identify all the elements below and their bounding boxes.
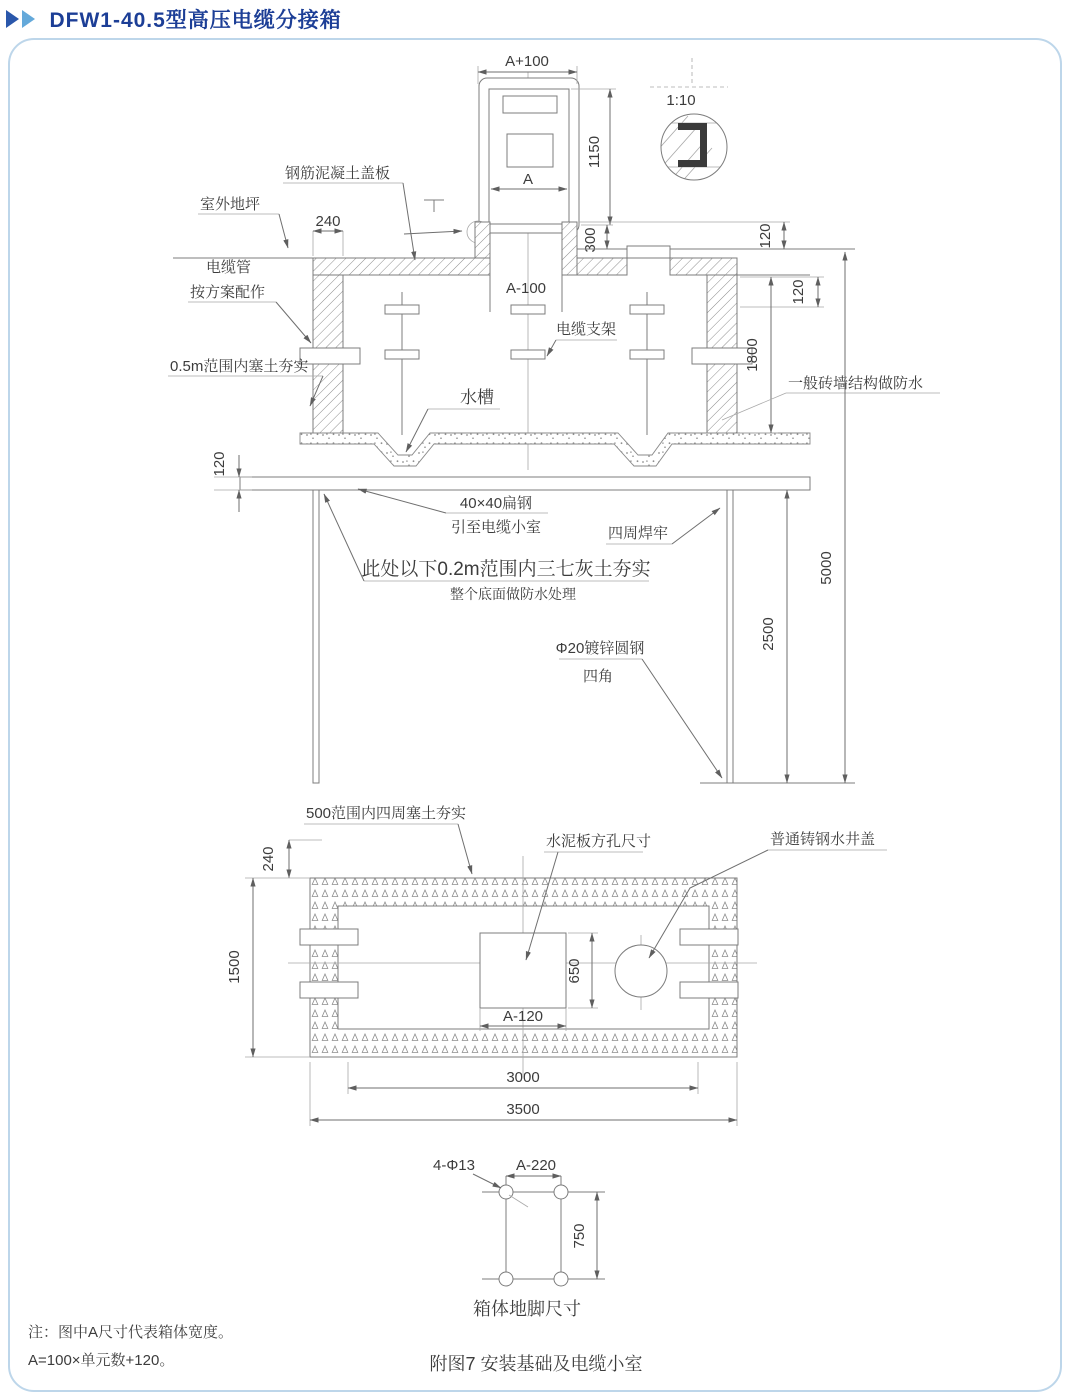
dim-a-minus-100: A-100: [505, 280, 547, 297]
dim-120-parapet-group: [579, 222, 790, 249]
plan-duct-flange-left-1: [300, 929, 358, 945]
label-weld-group: [606, 508, 720, 544]
cabinet-neck-opening: [490, 258, 562, 312]
cable-duct-sleeve-right: [692, 348, 752, 364]
label-cable-pipe-group: [188, 258, 311, 343]
dim-a: A: [522, 171, 534, 188]
plan-dim-650: 650: [566, 958, 583, 984]
label-tamp-05m: 0.5m范围内塞土夯实: [170, 358, 309, 375]
note-line-1: 注：图中A尺寸代表箱体宽度。: [28, 1324, 234, 1341]
label-round-steel: Φ20镀锌圆钢: [555, 640, 645, 657]
label-cable-pipe-2: 按方案配作: [190, 284, 266, 301]
anchor-dim-750: 750: [571, 1223, 588, 1249]
plan-dim-1500-group: [226, 878, 310, 1057]
plan-duct-flange-right-1: [680, 929, 738, 945]
channel-steel-top-flange: [678, 123, 702, 130]
ground-rod-left: [313, 490, 319, 783]
plan-dim-1500: 1500: [226, 950, 243, 984]
label-waterproof-bottom: 整个底面做防水处理: [450, 586, 576, 602]
cable-supports: [385, 292, 664, 435]
anchor-label-holes-group: [433, 1157, 528, 1207]
plan-label-tamp500-group: [304, 804, 472, 874]
section-view: [168, 53, 940, 783]
plan-label-tamp-500: 500范围内四周塞土夯实: [306, 805, 467, 822]
cabinet-nameplate: [507, 134, 553, 167]
plan-label-cement-hole: 水泥板方孔尺寸: [546, 833, 652, 850]
channel-steel-bottom-flange: [678, 160, 702, 167]
cabinet-vent-slot: [503, 96, 557, 113]
label-cable-pipe: 电缆管: [206, 259, 252, 276]
cabinet-curb-left: [475, 222, 490, 258]
note-line-2: A=100×单元数+120。: [28, 1352, 175, 1369]
label-water-trough: 水槽: [460, 388, 494, 407]
label-cover-plate: 钢筋泥凝土盖板: [285, 165, 391, 182]
anchor-label-holes: 4-Φ13: [433, 1157, 475, 1174]
anchor-hole-bl: [499, 1272, 513, 1286]
dim-120-parapet: 120: [757, 223, 774, 249]
dim-1150: 1150: [586, 135, 603, 169]
plan-label-well-cover: 普通铸钢水井盖: [770, 831, 876, 848]
pit-floor-screed: [300, 433, 810, 466]
dim-5000: 5000: [818, 551, 835, 585]
anchor-dim-a-minus-220-group: [506, 1157, 561, 1176]
label-flat-steel-group: [358, 489, 548, 536]
anchor-dim-a-minus-220: A-220: [515, 1157, 557, 1174]
label-flat-steel-2: 引至电缆小室: [450, 519, 542, 536]
anchor-caption: 箱体地脚尺寸: [473, 1299, 581, 1319]
label-cover-plate-group: [283, 164, 415, 260]
label-tamp-group: [168, 357, 323, 406]
label-cable-bracket-group: [547, 320, 617, 356]
junction-cabinet: [479, 78, 579, 233]
dim-300-group: [581, 225, 613, 253]
plan-well-cover: [615, 945, 667, 997]
label-outdoor-ground-group: [198, 195, 288, 248]
dim-240-group: [313, 213, 343, 256]
plan-dim-a-minus-120: A-120: [502, 1008, 544, 1025]
figure-caption: 附图7 安装基础及电缆小室: [429, 1354, 643, 1374]
dim-120-slab: 120: [211, 451, 228, 477]
label-round-steel-group: [556, 640, 722, 778]
plan-dim-650-group: [566, 933, 598, 1008]
plan-square-hole: [480, 933, 566, 1008]
anchor-hole-br: [554, 1272, 568, 1286]
label-brick-wall-group: [722, 374, 940, 420]
label-brick-wall: 一般砖墙结构做防水: [788, 375, 924, 392]
dim-a-plus-100: A+100: [505, 53, 549, 70]
label-cable-bracket: 电缆支架: [555, 321, 617, 338]
foundation-bottom-slab: [240, 477, 810, 490]
anchor-dim-750-group: [571, 1192, 597, 1279]
well-lid: [627, 246, 670, 258]
plan-dim-3000: 3000: [506, 1069, 540, 1086]
label-four-corners: 四角: [582, 668, 614, 685]
plan-dim-240: 240: [260, 846, 277, 872]
detail-circle-1-10: [650, 58, 733, 186]
detail-scale: 1:10: [666, 92, 696, 109]
dim-300: 300: [582, 227, 599, 253]
dim-240: 240: [315, 213, 341, 230]
page-title: DFW1-40.5型高压电缆分接箱: [49, 9, 342, 32]
dim-2500-group: [760, 490, 787, 783]
plan-duct-flange-left-2: [300, 982, 358, 998]
dim-120-wall-group: [740, 277, 824, 307]
plan-dim-240-group: [260, 840, 322, 878]
label-weld-around: 四周焊牢: [607, 525, 669, 542]
plan-view: [226, 804, 887, 1126]
anchor-bolt-view: [433, 1157, 605, 1319]
dim-2500: 2500: [760, 617, 777, 651]
label-outdoor-ground: 室外地坪: [200, 196, 261, 213]
plan-dim-3500: 3500: [506, 1101, 540, 1118]
anchor-hole-tr: [554, 1185, 568, 1199]
cable-duct-sleeve-left: [300, 348, 360, 364]
label-lime-soil: 此处以下0.2m范围内三七灰土夯实: [361, 559, 651, 580]
ground-rod-right: [727, 490, 733, 783]
cabinet-curb-right: [562, 222, 577, 275]
anchor-hole-tl: [499, 1185, 513, 1199]
plan-duct-flange-right-2: [680, 982, 738, 998]
notes: [28, 1323, 233, 1369]
dim-120-wall: 120: [790, 279, 807, 305]
label-flat-steel: 40×40扁钢: [459, 495, 533, 512]
dim-1800: 1800: [744, 338, 761, 372]
dim-5000-group: [818, 252, 845, 783]
